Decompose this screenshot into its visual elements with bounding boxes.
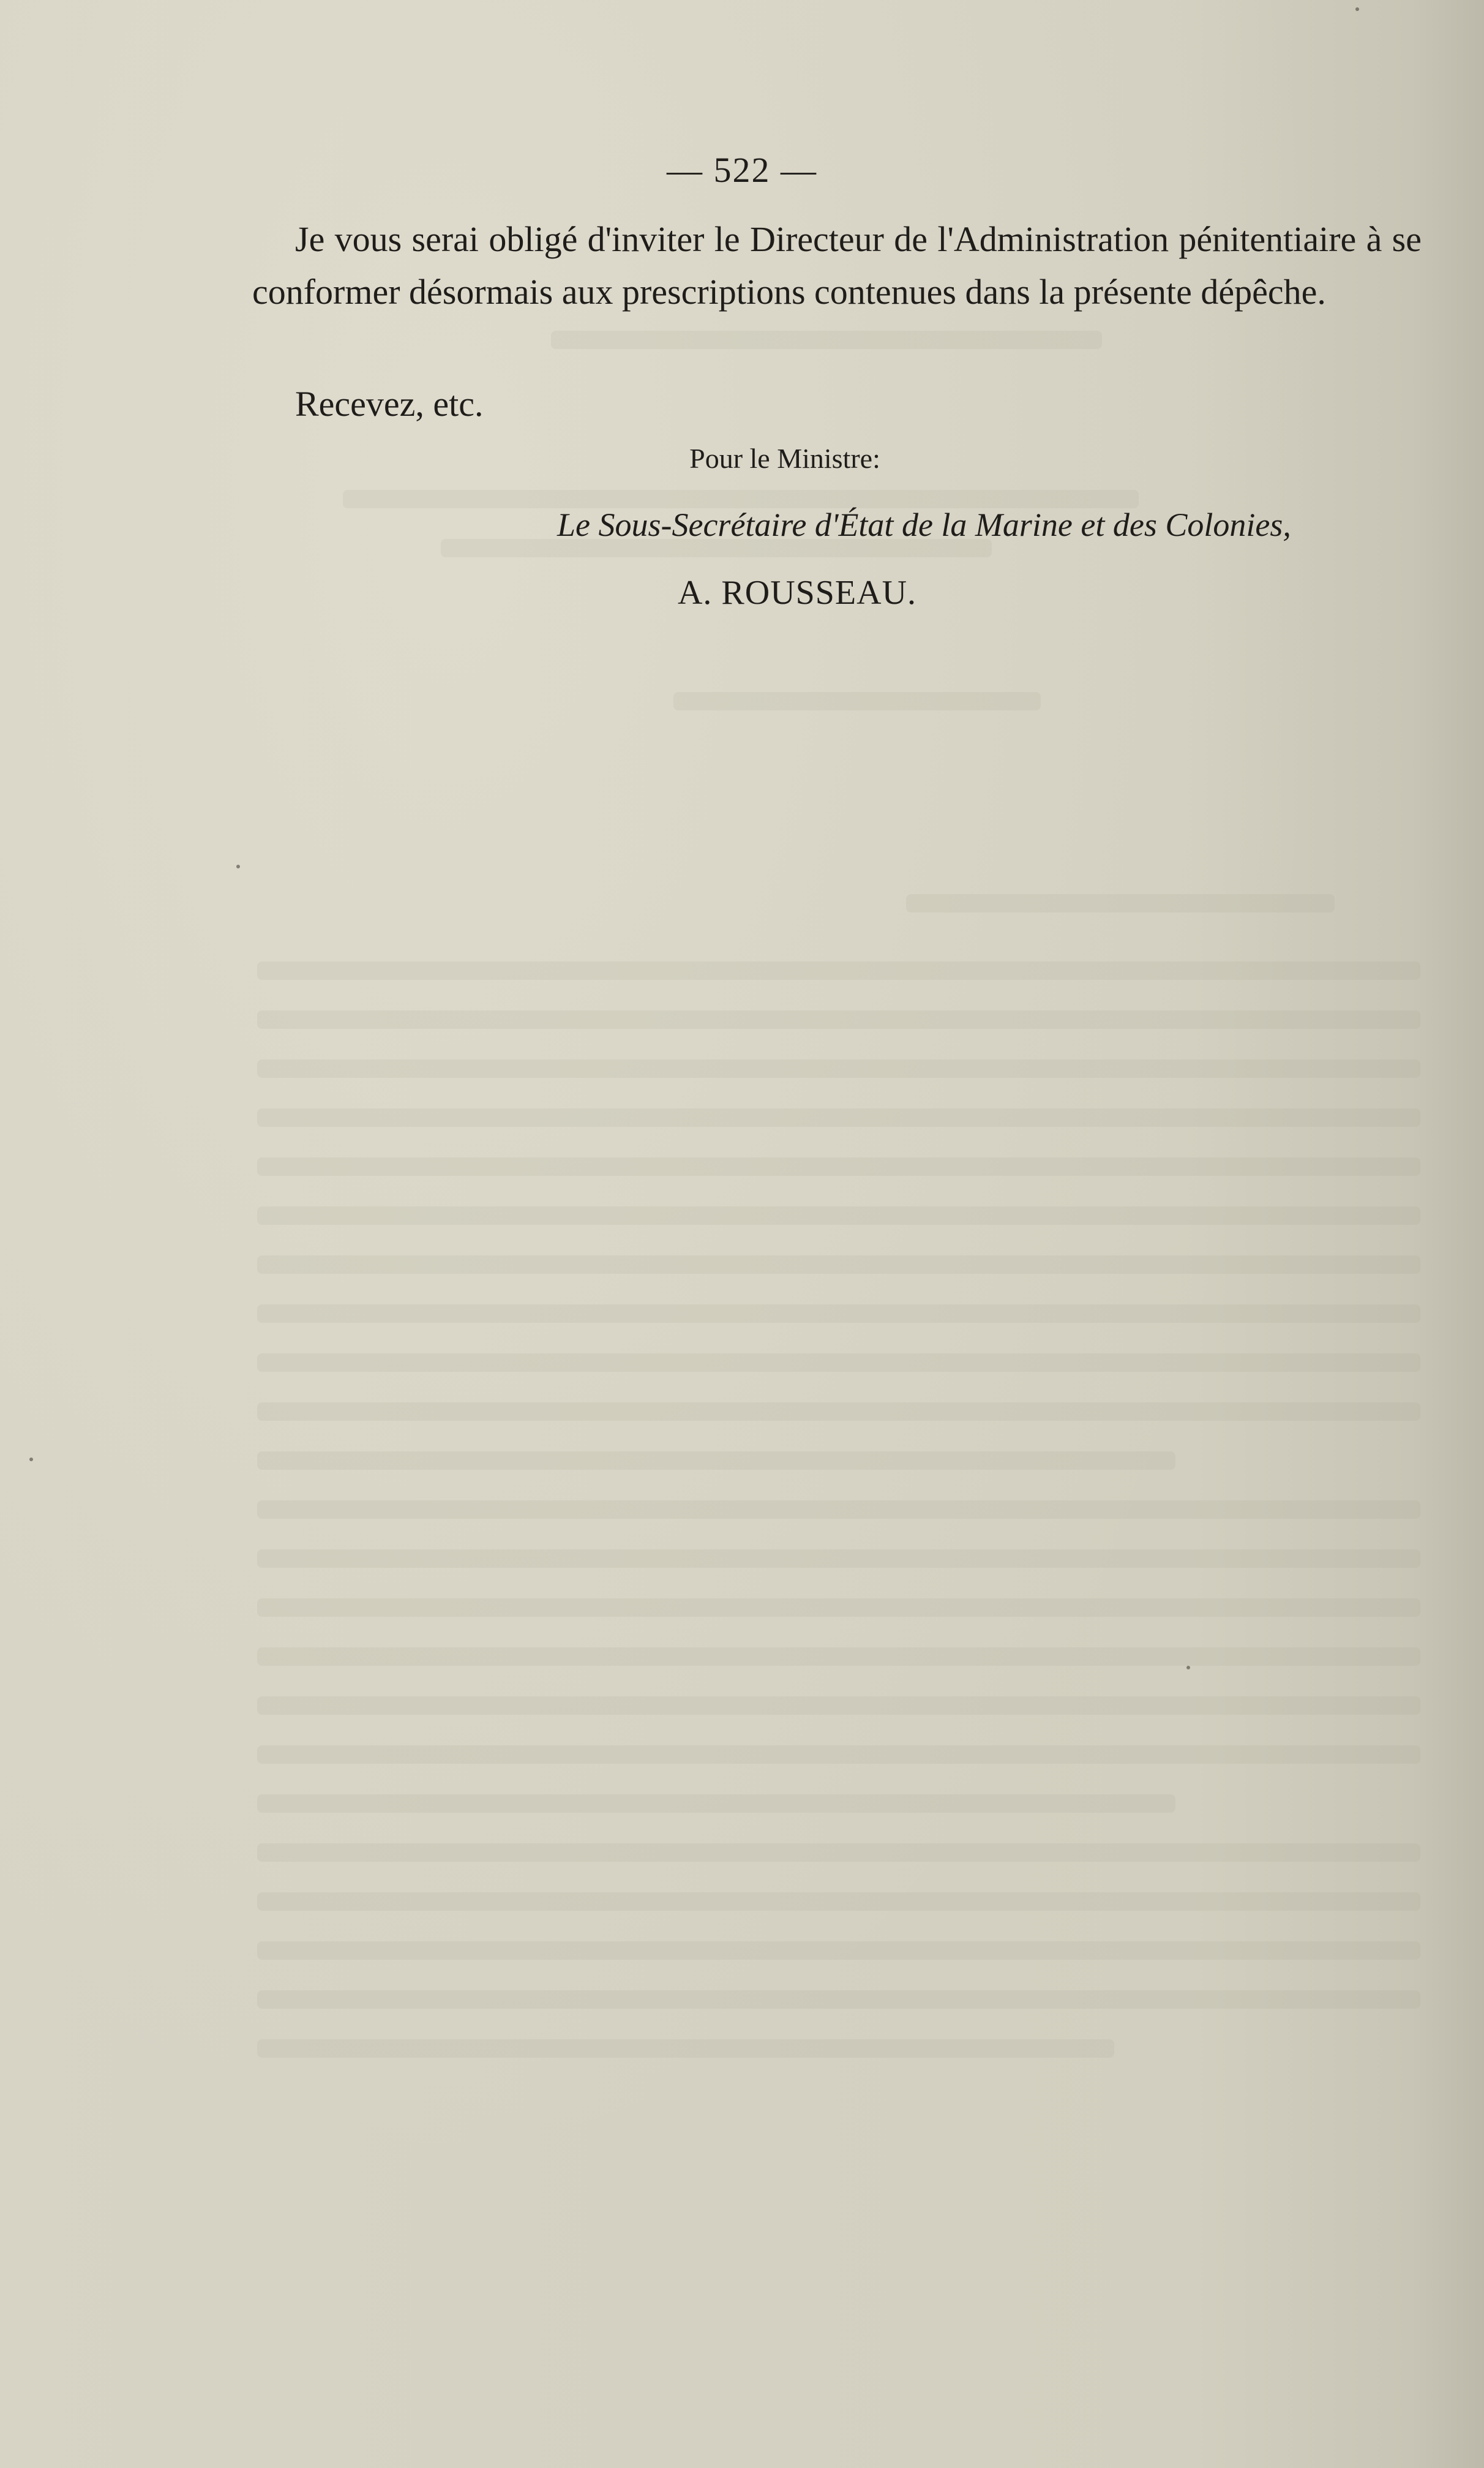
page-number: — 522 — — [667, 150, 817, 190]
paper-speck — [1186, 1666, 1190, 1669]
body-text — [252, 213, 1422, 318]
paper-speck — [236, 865, 240, 868]
paper-speck — [1355, 7, 1359, 11]
closing-formula: Recevez, etc. — [295, 384, 484, 424]
on-behalf-line: Pour le Ministre: — [689, 443, 880, 474]
paper-speck — [29, 1458, 33, 1461]
signer-name: A. ROUSSEAU. — [677, 574, 917, 612]
signer-title: Le Sous-Secrétaire d'État de la Marine et des Colonies, — [557, 506, 1291, 543]
body-paragraph: Je vous serai obligé d'inviter le Directeur de l'Administration pénitentiaire à se conformer désormais aux prescriptions contenues dans la présente dépêche. — [252, 219, 1422, 312]
